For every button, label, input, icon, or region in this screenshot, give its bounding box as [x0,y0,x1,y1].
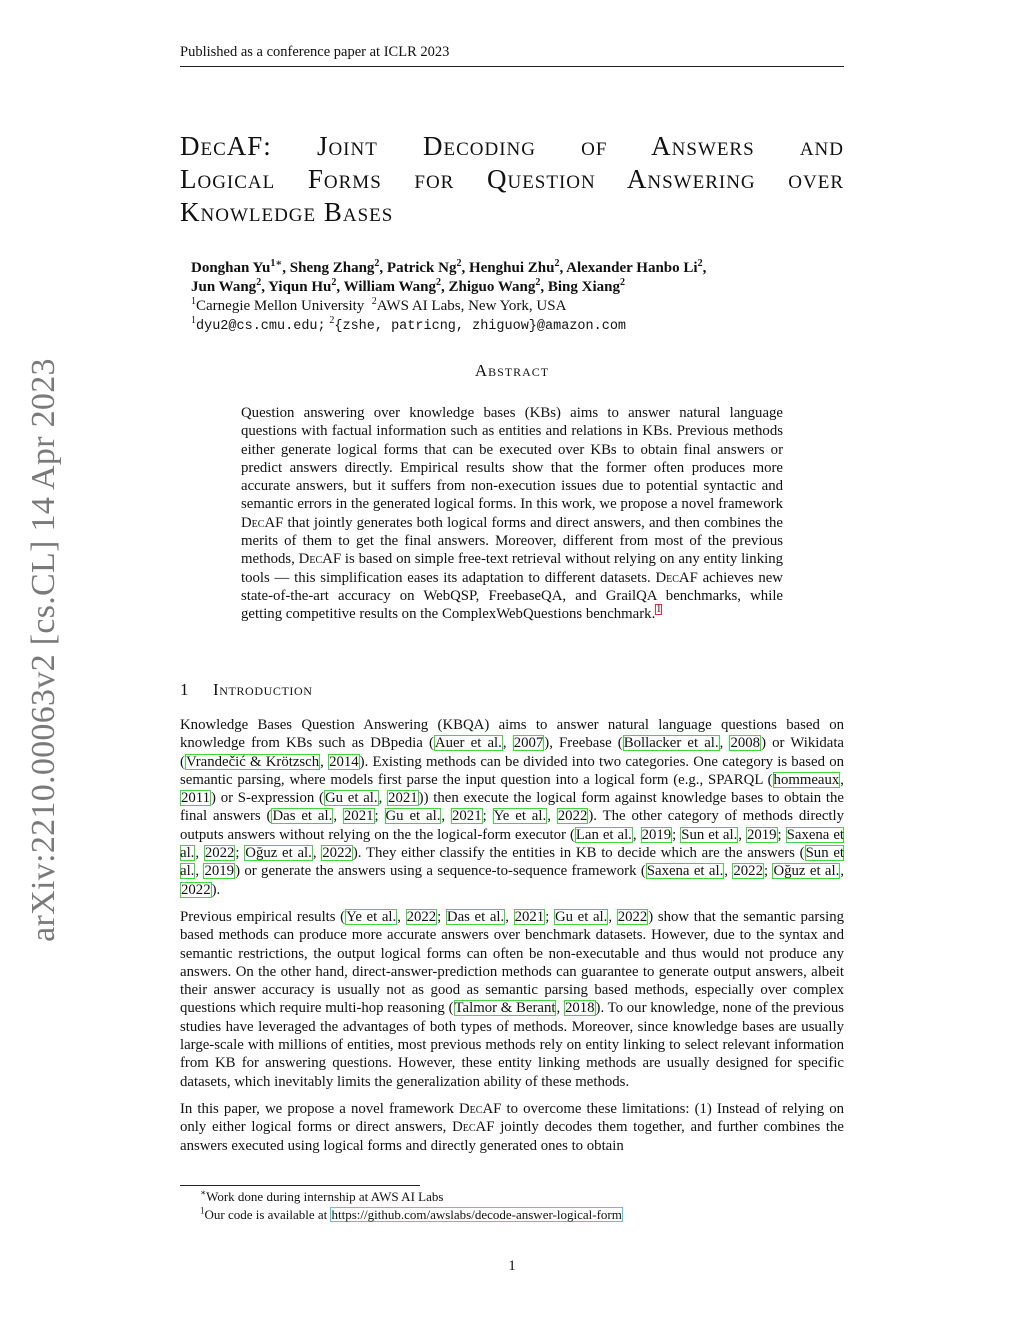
body-text: ; [545,908,554,925]
title-line: Knowledge Bases [180,197,394,227]
body-text: , [320,753,329,770]
body-text: ; [437,908,446,925]
body-text: ; [777,826,786,843]
author-affiliation-marker: 2 [256,277,262,288]
author-name: Bing Xiang [547,279,620,295]
body-text: , [840,771,844,788]
body-text: ). [211,881,221,898]
affiliation-marker: 2 [371,296,377,307]
author-name: Jun Wang [191,279,257,295]
citation-link[interactable]: hommeaux [773,771,840,788]
body-text: ). They either classify the entities in KB to decide which are the answers ( [352,845,805,862]
citation-link[interactable]: Ye et al. [346,908,397,925]
method-name: DecAF [298,551,342,568]
title-line: Logical Forms for Question Answering over [180,164,844,194]
running-header: Published as a conference paper at ICLR 2023 [180,44,450,60]
affiliation-marker: 1 [191,296,196,307]
citation-link[interactable]: Sun et al. [681,826,738,843]
citation-link[interactable]: Oğuz et al. [773,863,840,880]
footnote-1 [200,1206,840,1224]
body-text: ; [374,808,385,825]
author-affiliation-marker: 2 [619,277,625,288]
abstract-text: Question answering over knowledge bases (KBs) aims to answer natural language questions with factual information such as entities and relations in KBs. Previous methods either generate logical forms that can be executed over KBs to obtain final answers or predict answers directly. Empirical results show that the former often produces more accurate answers, but it suffers from non-execution issues due to potential syntactic and semantic errors in the generated logical forms. In this work, we propose a novel framework [241,405,783,513]
citation-link[interactable]: 2021 [452,808,482,825]
abstract-text: is based on simple free-text retrieval without relying on any entity linking tools — this simplification eases its adaptation to different datasets. [241,551,784,586]
paper-title [180,130,844,229]
page-number: 1 [508,1258,516,1274]
citation-link[interactable]: 2011 [181,790,211,807]
body-text: , [502,735,513,752]
body-text: ). The other category of methods directly outputs answers without relying on the the logical-form executor ( [180,808,845,843]
body-text: Knowledge Bases Question Answering (KBQA) aims to answer natural language questions based on knowledge from KBs such as DBpedia ( [180,717,844,752]
body-text: to overcome these limitations: (1) Instead of relying on only either logical forms or direct answers, [180,1100,845,1136]
citation-link[interactable]: Vrandečić & Krötzsch [185,753,320,770]
author-affiliation-marker: 2 [535,277,541,288]
citation-link[interactable]: Oğuz et al. [245,845,312,862]
section-title: Introduction [213,680,313,699]
citation-link[interactable]: 2022 [204,845,235,862]
footnote-text: Work done during internship at AWS AI Labs [206,1189,444,1204]
body-text: ; [482,808,493,825]
section-heading-introduction [180,680,844,700]
citation-link[interactable]: 2021 [343,808,374,825]
author-affiliation-marker: 2 [331,277,337,288]
author-name: Donghan Yu [191,260,271,276]
citation-link[interactable]: 2019 [641,826,672,843]
affiliation-aws: AWS AI Labs, New York, USA [376,298,567,314]
citation-link[interactable]: Das et al. [272,808,333,825]
footnote-marker: 1 [200,1205,205,1216]
citation-link[interactable]: Auer et al. [434,735,502,752]
body-text: ) or generate the answers using a sequence-to-sequence framework ( [235,863,646,880]
body-text: , [724,863,733,880]
citation-link[interactable]: Saxena et al. [646,863,724,880]
body-text: , [738,826,746,843]
footnote-link[interactable]: 1 [656,604,662,616]
author-affiliation-marker: 2 [697,258,703,269]
body-text: , [719,735,730,752]
emails [191,316,831,336]
citation-link[interactable]: Ye et al. [493,808,547,825]
abstract-heading: Abstract [474,361,550,380]
citation-link[interactable]: Bollacker et al. [623,735,719,752]
body-text: , [397,908,406,925]
citation-link[interactable]: 2022 [733,863,763,880]
body-text: , [441,808,451,825]
abstract-paragraph [241,404,783,624]
author-affiliation-marker: 2 [554,258,560,269]
method-name: DecAF [655,569,698,586]
abstract-text: that jointly generates both logical forms and direct answers, and then combines the merits of them to get the final answers. Moreover, different from most of the previous methods, [241,514,783,568]
email-amazon: {zshe, patricng, zhiguow}@amazon.com [334,319,627,334]
intro-paragraph-1 [180,716,844,899]
author-affiliation-marker: 2 [456,258,462,269]
citation-link[interactable]: Saxena et al. [180,826,845,862]
author-affiliation-marker: 2 [374,258,380,269]
arxiv-id: arXiv:2210.00063v2 [cs.CL] 14 Apr 2023 [25,358,62,942]
affiliations [191,297,831,316]
body-text: , [333,808,343,825]
code-url-link[interactable]: https://github.com/awslabs/decode-answer-logical-form [331,1207,622,1222]
citation-link[interactable]: Gu et al. [554,908,608,925]
method-name: DecAF [241,514,284,531]
body-text: ). To our knowledge, none of the previous studies have leveraged the advantages of both types of methods. Moreover, since knowledge bases are usually large-scale with millions of entities, most previous methods rely on entity linking to select relevant information from KB for answering questions. However, these entity linking methods are usually designed for specific datasets, which inevitably limits the generalization ability of these methods. [180,1000,844,1090]
body-text: )) then execute the logical form against knowledge bases to obtain the final answers ( [180,790,844,825]
author-affiliation-marker: 1∗ [270,258,283,269]
body-text: ). Existing methods can be divided into two categories. One category is based on semantic parsing, where models first parse the input question into a logical form (e.g., SPARQL ( [180,753,844,788]
email-cmu: dyu2@cs.cmu.edu; [196,319,326,334]
title-line: DecAF: Joint Decoding of Answers and [180,131,844,161]
citation-link[interactable]: 2018 [564,1000,595,1017]
body-text: , [312,845,322,862]
method-name: DecAF [452,1119,495,1136]
footnotes [200,1188,840,1224]
author-affiliation-marker: 2 [436,277,441,288]
citation-link[interactable]: 2022 [181,881,211,898]
body-text: , [547,808,557,825]
body-text: Previous empirical results ( [180,908,346,925]
footnote-star [200,1188,840,1206]
body-text: ; [235,845,245,862]
citation-link[interactable]: 2008 [730,735,761,752]
citation-link[interactable]: 2022 [557,808,588,825]
footnote-text: Our code is available at [204,1207,331,1222]
body-text: ), Freebase ( [544,735,623,752]
citation-link[interactable]: 2007 [513,735,544,752]
author-name: Yiqun Hu [268,279,332,295]
abstract-body [241,404,783,624]
citation-link[interactable]: 2021 [514,908,545,925]
body-text: ; [763,863,773,880]
body-text: , [840,863,844,880]
intro-paragraph-3 [180,1100,844,1155]
body-text: In this paper, we propose a novel framework [180,1100,459,1117]
body-text: , [608,908,617,925]
citation-link[interactable]: 2014 [329,753,359,770]
introduction-body [180,716,844,1164]
author-name: William Wang [343,279,436,295]
body-text: , [505,908,514,925]
citation-link[interactable]: Sun et al. [180,845,845,880]
citation-link[interactable]: Gu et al. [324,790,378,807]
email-marker: 2 [329,315,335,326]
body-text: ) show that the semantic parsing based methods can produce more accurate answers over benchmark datasets. However, due to the syntax and semantic restrictions, the output logical forms can often be non-executable and thus would not produce any answers. On the other hand, direct-answer-prediction methods can guarantee to generate output answers, albeit their answer accuracy is usually not as good as semantic parsing based methods, especially over complex questions which require multi-hop reasoning ( [180,908,845,1017]
author-name: Henghui Zhu [468,260,555,276]
author-name: Alexander Hanbo Li [566,260,698,276]
email-marker: 1 [191,315,196,326]
body-text: ) or S-expression ( [211,790,324,807]
citation-link[interactable]: 2022 [406,908,437,925]
body-text: , [556,1000,564,1017]
body-text: , [195,863,204,880]
citation-link[interactable]: 2021 [388,790,418,807]
footnote-marker: ∗ [200,1187,207,1198]
section-number: 1 [180,680,190,699]
author-name: Sheng Zhang [289,260,375,276]
body-text: , [378,790,388,807]
citation-link[interactable]: Lan et al. [575,826,632,843]
citation-link[interactable]: Das et al. [446,908,505,925]
body-text: ; [672,826,681,843]
abstract-text: achieves new state-of-the-art accuracy on WebQSP, FreebaseQA, and GrailQA benchmarks, while getting competitive results on the ComplexWebQuestions benchmark. [241,569,783,623]
body-text: jointly decodes them together, and further combines the answers executed using logical forms and directly generated ones to obtain [180,1119,844,1154]
body-text: ) or Wikidata ( [180,735,845,770]
citation-link[interactable]: Gu et al. [385,808,441,825]
citation-link[interactable]: 2022 [322,845,352,862]
intro-paragraph-2 [180,908,844,1091]
citation-link[interactable]: 2019 [746,826,777,843]
author-block [191,259,831,336]
method-name: DecAF [458,1100,502,1117]
affiliation-cmu: Carnegie Mellon University [196,298,365,314]
citation-link[interactable]: 2022 [617,908,648,925]
footnote-rule [180,1185,420,1186]
body-text: , [195,845,204,862]
author-line-2: Jun Wang$^2$, Yiqun Hu$^2$, William Wang$^2$, Zhiguo Wang$^2$, Bing Xiang$^2$ [191,277,625,295]
body-text: , [632,826,641,843]
citation-link[interactable]: Talmor & Berant [454,1000,556,1017]
author-name: Patrick Ng [386,260,457,276]
citation-link[interactable]: 2019 [204,863,235,880]
author-name: Zhiguo Wang [448,279,536,295]
header-rule [180,66,844,67]
author-line-1: Donghan $Yu^{1∗}$, Sheng Zhang$^2$, Patrick Ng$^2$, Henghui Zhu$^2$, Alexander Hanbo Li$^2$, [191,258,707,276]
